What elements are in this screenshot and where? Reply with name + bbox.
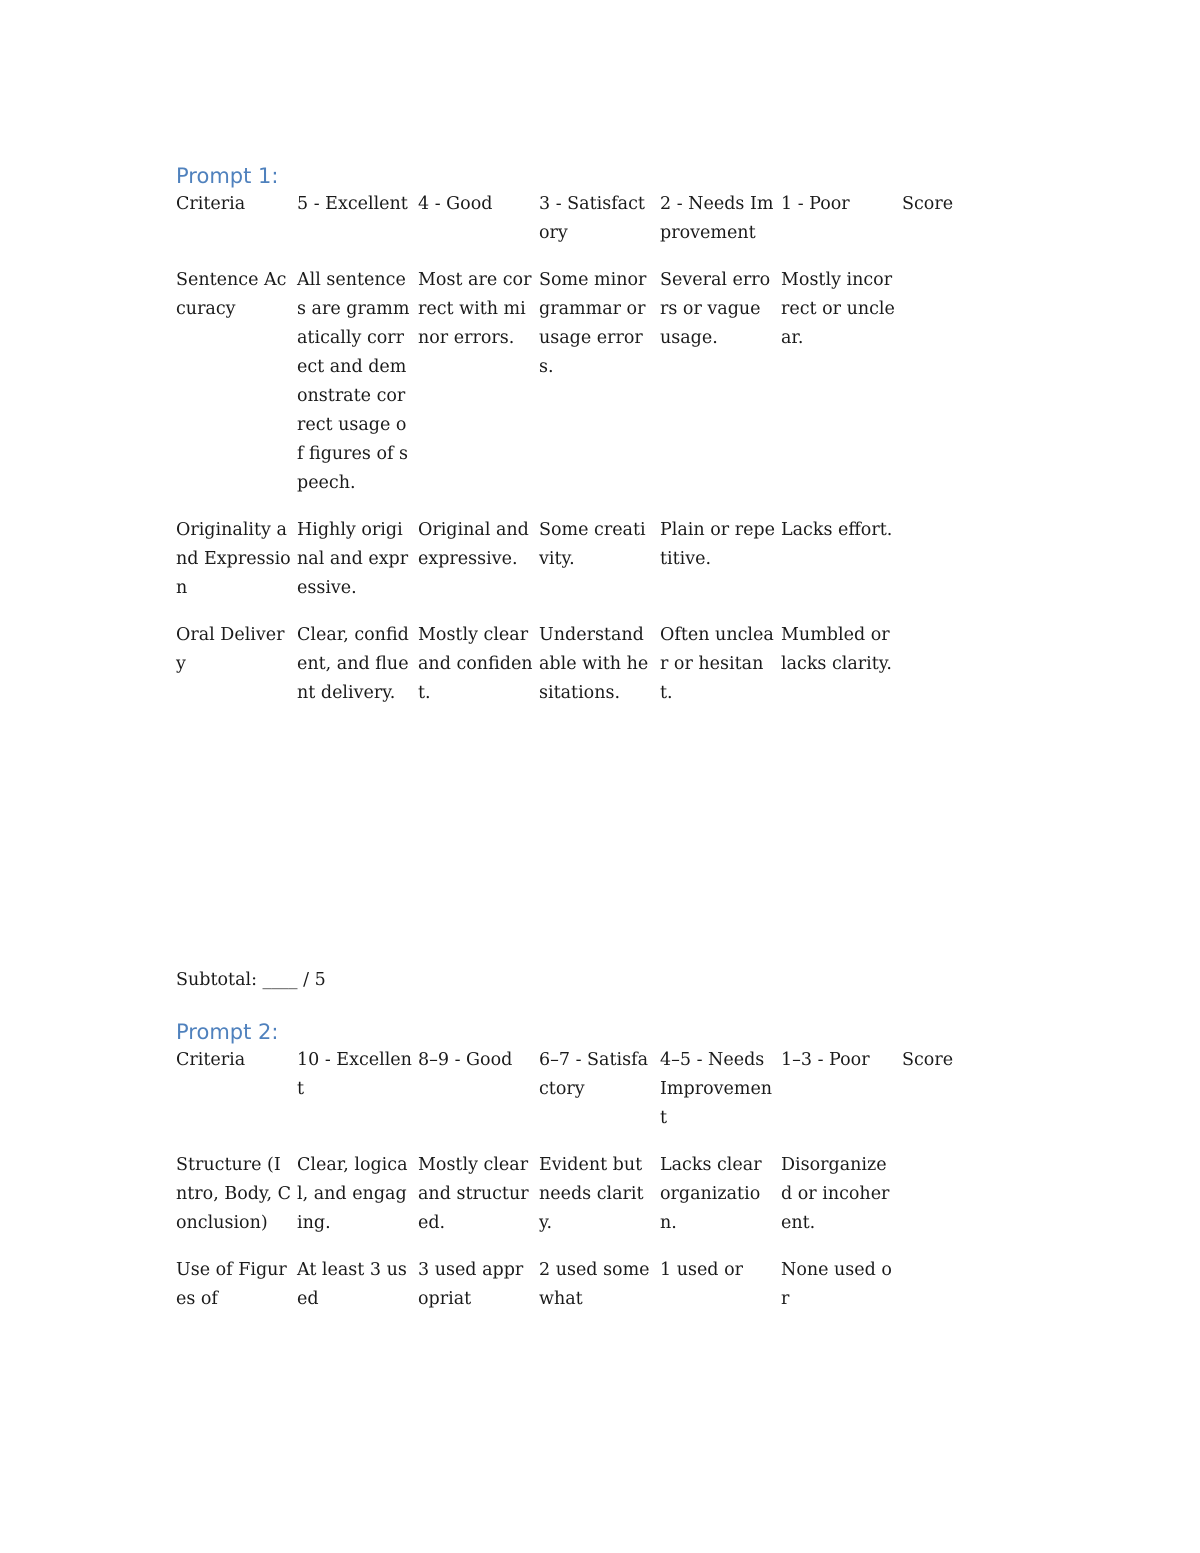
criteria-cell: Oral Delivery bbox=[176, 625, 285, 674]
level-5-cell: Highly original and expressive. bbox=[297, 520, 409, 598]
rubric-row-figures-of-speech bbox=[176, 1256, 976, 1332]
level-1-cell: Mostly incorrect or unclear. bbox=[781, 270, 895, 348]
header-cell-level-3: 3 - Satisfactory bbox=[539, 194, 645, 243]
rubric-row-oral-delivery bbox=[176, 621, 976, 726]
score-cell bbox=[902, 1256, 982, 1314]
criteria-cell: Originality and Expression bbox=[176, 520, 291, 598]
rubric-row-sentence-accuracy bbox=[176, 266, 976, 516]
level-8-9-cell: Mostly clear and structured. bbox=[418, 1155, 529, 1233]
score-cell bbox=[902, 621, 982, 708]
level-1-cell: Lacks effort. bbox=[781, 520, 893, 540]
prompt-2-heading: Prompt 2: bbox=[176, 1020, 279, 1044]
rubric-header-row bbox=[176, 1046, 976, 1151]
prompt-2-rubric-table bbox=[176, 1046, 976, 1332]
level-6-7-cell: 2 used somewhat bbox=[539, 1260, 650, 1309]
level-3-cell: Some minor grammar or usage errors. bbox=[539, 270, 647, 377]
prompt-1-subtotal: Subtotal: ____ / 5 bbox=[176, 970, 326, 990]
header-cell-criteria: Criteria bbox=[176, 1050, 246, 1070]
prompt-1-rubric-table bbox=[176, 190, 976, 726]
rubric-row-originality bbox=[176, 516, 976, 621]
level-5-cell: Clear, confident, and fluent delivery. bbox=[297, 625, 409, 703]
level-1-3-cell: Disorganized or incoherent. bbox=[781, 1155, 890, 1233]
header-cell-score: Score bbox=[902, 194, 954, 214]
header-cell-level-5: 5 - Excellent bbox=[297, 194, 408, 214]
level-4-cell: Most are correct with minor errors. bbox=[418, 270, 532, 348]
level-4-cell: Mostly clear and confident. bbox=[418, 625, 533, 703]
level-3-cell: Understandable with hesitations. bbox=[539, 625, 649, 703]
header-cell-level-1-3: 1–3 - Poor bbox=[781, 1050, 870, 1070]
level-1-cell: Mumbled or lacks clarity. bbox=[781, 625, 892, 674]
level-2-cell: Several errors or vague usage. bbox=[660, 270, 771, 348]
header-cell-level-4: 4 - Good bbox=[418, 194, 493, 214]
rubric-header-row bbox=[176, 190, 976, 266]
criteria-cell: Use of Figures of bbox=[176, 1260, 287, 1309]
criteria-cell: Sentence Accuracy bbox=[176, 270, 287, 319]
header-cell-level-2: 2 - Needs Improvement bbox=[660, 194, 774, 243]
header-cell-level-6-7: 6–7 - Satisfactory bbox=[539, 1050, 648, 1099]
level-2-cell: Often unclear or hesitant. bbox=[660, 625, 774, 703]
score-cell bbox=[902, 1151, 982, 1238]
criteria-cell: Structure (Intro, Body, Conclusion) bbox=[176, 1155, 292, 1233]
header-cell-score: Score bbox=[902, 1050, 954, 1070]
rubric-row-structure bbox=[176, 1151, 976, 1256]
level-4-5-cell: 1 used or bbox=[660, 1260, 743, 1280]
level-4-cell: Original and expressive. bbox=[418, 520, 529, 569]
level-4-5-cell: Lacks clear organization. bbox=[660, 1155, 762, 1233]
score-cell bbox=[902, 266, 982, 498]
level-3-cell: Some creativity. bbox=[539, 520, 646, 569]
level-5-cell: All sentences are grammatically correct and demonstrate correct usage of figures of speech. bbox=[297, 270, 410, 493]
header-cell-level-1: 1 - Poor bbox=[781, 194, 850, 214]
level-6-7-cell: Evident but needs clarity. bbox=[539, 1155, 644, 1233]
header-cell-criteria: Criteria bbox=[176, 194, 246, 214]
prompt-1-heading: Prompt 1: bbox=[176, 164, 279, 188]
level-10-cell: At least 3 used bbox=[297, 1260, 407, 1309]
level-10-cell: Clear, logical, and engaging. bbox=[297, 1155, 408, 1233]
header-cell-level-10: 10 - Excellent bbox=[297, 1050, 412, 1099]
header-cell-level-8-9: 8–9 - Good bbox=[418, 1050, 513, 1070]
score-cell bbox=[902, 516, 982, 603]
level-2-cell: Plain or repetitive. bbox=[660, 520, 775, 569]
level-8-9-cell: 3 used appropriat bbox=[418, 1260, 524, 1309]
header-cell-level-4-5: 4–5 - Needs Improvement bbox=[660, 1050, 773, 1128]
level-1-3-cell: None used or bbox=[781, 1260, 892, 1309]
